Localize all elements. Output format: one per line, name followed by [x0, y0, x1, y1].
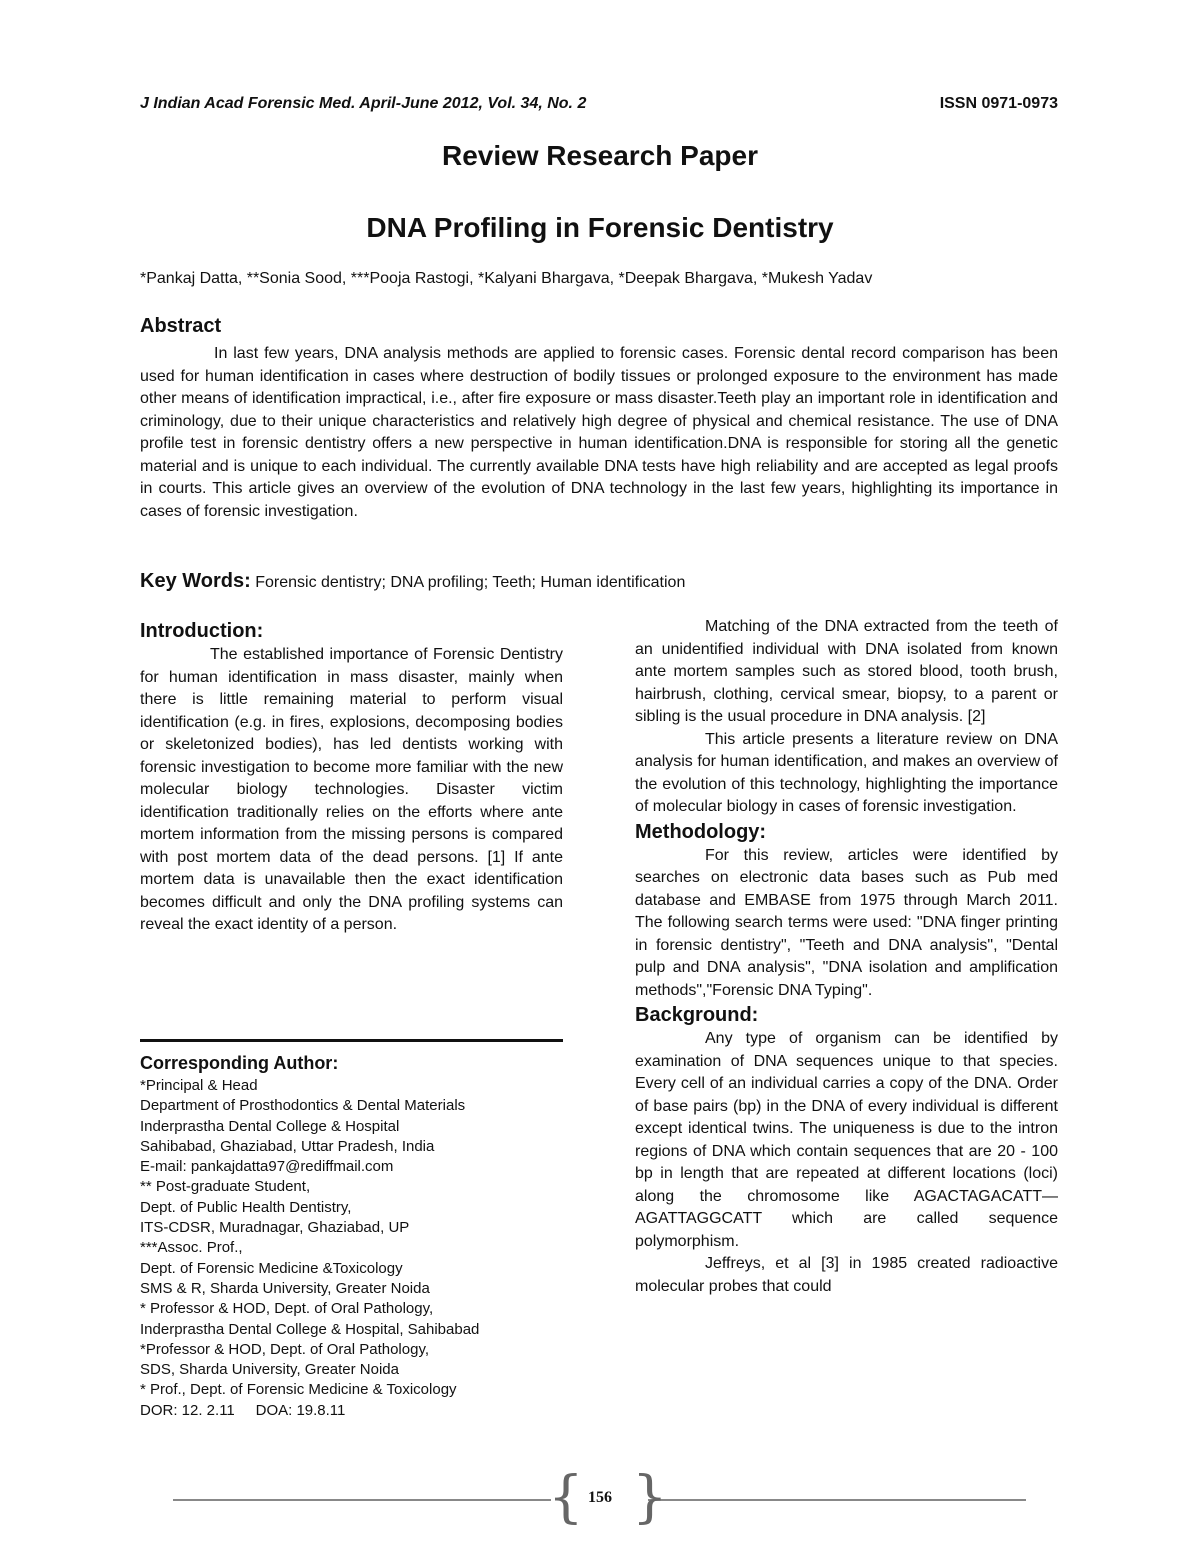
jeffreys-paragraph: Jeffreys, et al [3] in 1985 created radioactive molecular probes that could — [635, 1255, 1058, 1295]
paper-type: Review Research Paper — [442, 140, 758, 171]
dna-matching-paragraph: Matching of the DNA extracted from the teeth of an unidentified individual with DNA isolated from known ante mortem samples such as stored blood, tooth brush, hairbrush, clothing, cervical smear, biopsy, to a parent or sibling is the usual procedure in DNA analysis. [2] — [635, 618, 1058, 725]
background-heading: Background: — [635, 1004, 759, 1026]
footer-rule-left — [173, 1499, 551, 1501]
corresponding-line: ***Assoc. Prof., — [140, 1239, 243, 1257]
corresponding-line: Department of Prosthodontics & Dental Materials — [140, 1097, 466, 1115]
corresponding-line: * Professor & HOD, Dept. of Oral Pathology, — [140, 1300, 434, 1318]
corresponding-line: Inderprastha Dental College & Hospital, Sahibabad — [140, 1320, 480, 1338]
footer-rule-right — [648, 1499, 1026, 1501]
right-column — [635, 616, 1058, 1298]
journal-citation: J Indian Acad Forensic Med. April-June 2012, Vol. 34, No. 2 — [140, 95, 587, 112]
introduction-body: The established importance of Forensic Dentistry for human identification in mass disaster, mainly when there is little remaining material to perform visual identification (e.g. in fires, explosions, decomposing bodies or skeletonized bodies), has led dentists working with forensic investigation to become more familiar with the new molecular biology technologies. Disaster victim identification traditionally relies on the efforts where ante mortem information from the missing persons is compared with post mortem data of the dead persons. [1] If ante mortem data is unavailable then the exact identification becomes difficult and only the DNA profiling systems can reveal the exact identity of a person. — [140, 646, 563, 933]
keywords-text: Forensic dentistry; DNA profiling; Teeth; Human identification — [250, 574, 686, 591]
review-scope-paragraph: This article presents a literature review on DNA analysis for human identification, and makes an overview of the evolution of this technology, highlighting the importance of molecular biology in cases of forensic investigation. — [635, 730, 1058, 815]
background-body: Any type of organism can be identified by examination of DNA sequences unique to that species. Every cell of an individual carries a copy of the DNA. Order of base pairs (bp) in the DNA of every individual is different except identical twins. The uniqueness is due to the intron regions of DNA which contain sequences that are 20 - 100 bp in length that are repeated at different locations (loci) along the chromosome like AGACTAGACATT—AGATTAGGCATT which are called sequence polymorphism. — [635, 1030, 1058, 1250]
paper-title: DNA Profiling in Forensic Dentistry — [366, 212, 834, 243]
left-brace-icon: { — [548, 1465, 584, 1530]
corresponding-line: Dept. of Public Health Dentistry, — [140, 1198, 352, 1216]
keywords-label: Key Words: — [140, 570, 251, 592]
corresponding-line: SDS, Sharda University, Greater Noida — [140, 1361, 399, 1379]
keywords — [140, 570, 1060, 593]
corresponding-line: SMS & R, Sharda University, Greater Noida — [140, 1279, 430, 1297]
corresponding-email: E-mail: pankajdatta97@rediffmail.com — [140, 1158, 394, 1176]
corresponding-line: *Principal & Head — [140, 1077, 258, 1094]
page-number: 156 — [588, 1489, 612, 1506]
corresponding-line: ** Post-graduate Student, — [140, 1178, 311, 1196]
abstract-heading: Abstract — [140, 315, 222, 337]
dates-line: DOR: 12. 2.11 DOA: 19.8.11 — [140, 1401, 346, 1419]
corresponding-line: Inderprastha Dental College & Hospital — [140, 1117, 400, 1135]
corresponding-heading: Corresponding Author: — [140, 1053, 339, 1073]
methodology-body: For this review, articles were identified by searches on electronic data bases such as Pub med database and EMBASE from 1975 through March 2011. The following search terms were used: "DNA finger printing in forensic dentistry", "Teeth and DNA analysis", "Dental pulp and DNA analysis", "DNA isolation and amplification methods","Forensic DNA Typing". — [635, 846, 1058, 999]
corresponding-line: ITS-CDSR, Muradnagar, Ghaziabad, UP — [140, 1219, 410, 1237]
left-column — [140, 618, 563, 937]
corresponding-line: * Prof., Dept. of Forensic Medicine & Toxicology — [140, 1381, 457, 1399]
introduction-heading: Introduction: — [140, 620, 264, 642]
corresponding-line: Dept. of Forensic Medicine &Toxicology — [140, 1259, 403, 1277]
author-list: *Pankaj Datta, **Sonia Sood, ***Pooja Rastogi, *Kalyani Bhargava, *Deepak Bhargava, *Mukesh Yadav — [140, 270, 873, 287]
corresponding-line: Sahibabad, Ghaziabad, Uttar Pradesh, India — [140, 1137, 435, 1155]
corresponding-line: *Professor & HOD, Dept. of Oral Pathology, — [140, 1340, 430, 1358]
issn: ISSN 0971-0973 — [939, 95, 1058, 112]
corresponding-author — [140, 1050, 570, 1421]
right-brace-icon: } — [632, 1465, 668, 1530]
methodology-heading: Methodology: — [635, 820, 767, 843]
corresponding-divider — [140, 1039, 563, 1042]
abstract-body: In last few years, DNA analysis methods are applied to forensic cases. Forensic dental record comparison has been used for human identification in cases where destruction of bodily tissues or prolonged exposure to the environment has made other means of identification impractical, i.e., after fire exposure or mass disaster.Teeth play an important role in identification and criminology, due to their unique characteristics and relatively high degree of physical and chemical resistance. The use of DNA profile test in forensic dentistry offers a new perspective in human identification.DNA is responsible for storing all the genetic material and is unique to each individual. The currently available DNA tests have high reliability and are accepted as legal proofs in courts. This article gives an overview of the evolution of DNA technology in the last few years, highlighting its importance in cases of forensic investigation. — [140, 345, 1058, 520]
